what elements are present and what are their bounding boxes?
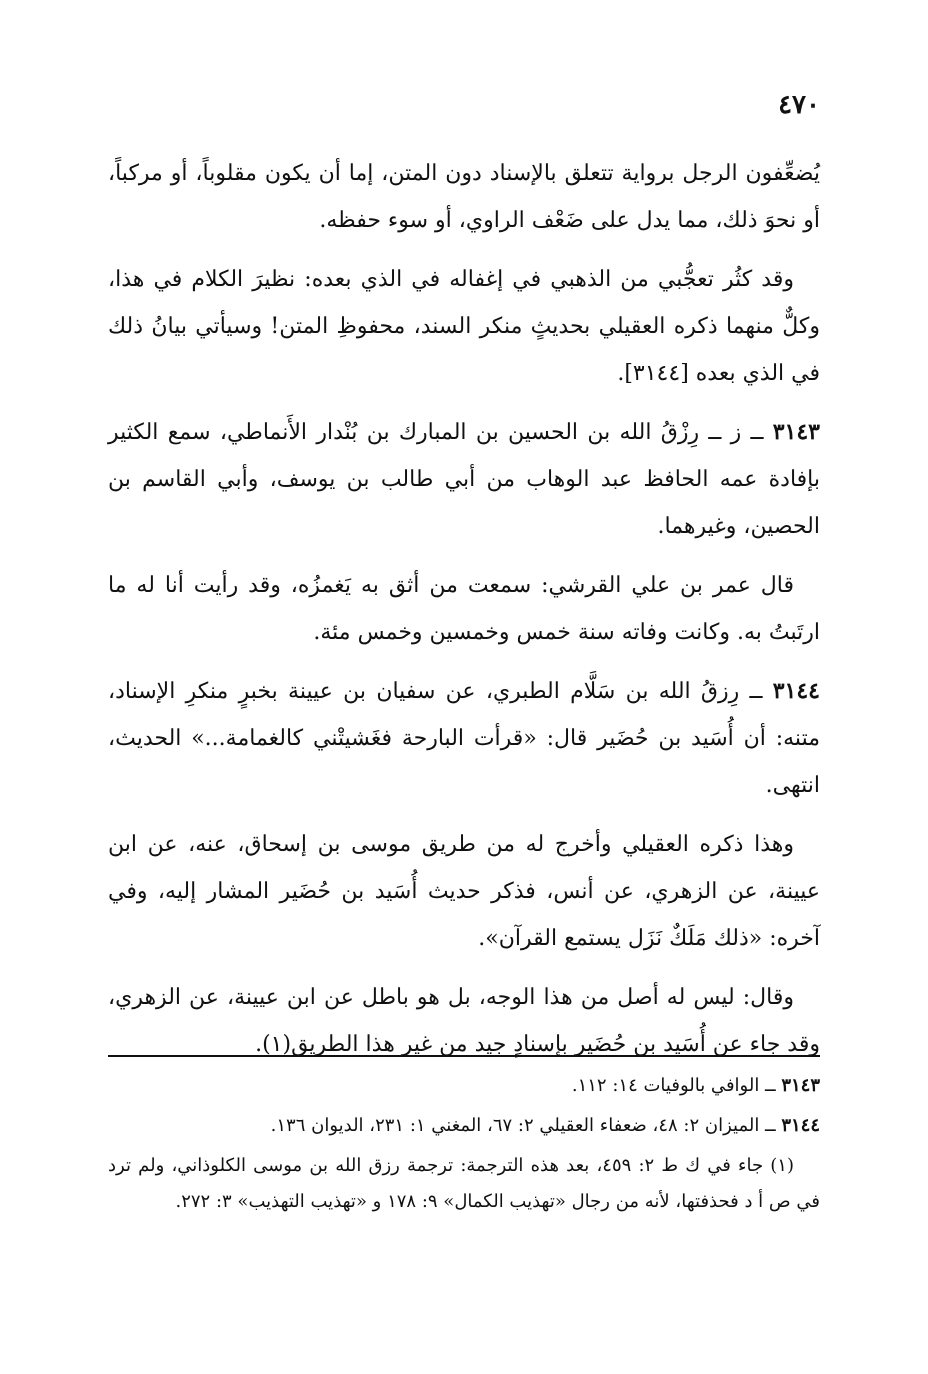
footnote-text: جاء في ك ط ٢: ٤٥٩، بعد هذه الترجمة: ترجمة رزق الله بن موسى الكلوذاني، ولم ترد في ص أ د فحذفتها، لأنه من رجال «تهذيب الكمال» ٩: ١٧٨ و «تهذيب التهذيب» ٣: ٢٧٢. (108, 1155, 820, 1212)
paragraph: وهذا ذكره العقيلي وأخرج له من طريق موسى بن إسحاق، عنه، عن ابن عيينة، عن الزهري، عن أنس، فذكر حديث أُسَيد بن حُضَير المشار إليه، وفي آخره: «ذلك مَلَكٌ نَزَل يستمع القرآن». (108, 832, 820, 951)
paragraph: وقال: ليس له أصل من هذا الوجه، بل هو باطل عن ابن عيينة، عن الزهري، وقد جاء عن أُسَيد بن حُضَير بإسنادٍ جيد من غير هذا الطريق(١). (108, 985, 820, 1057)
main-text (108, 150, 820, 1080)
entry-3144 (108, 668, 820, 809)
paragraph: يُضعِّفون الرجل برواية تتعلق بالإسناد دون المتن، إما أن يكون مقلوباً، أو مركباً، أو نحوَ ذلك، مما يدل على ضَعْف الراوي، أو سوء حفظه. (108, 161, 820, 233)
entry-3143 (108, 409, 820, 550)
footnote-number: ٣١٤٤ (781, 1115, 820, 1136)
entry-number: ٣١٤٤ (772, 678, 820, 704)
footnote-divider (108, 1055, 820, 1057)
footnote (108, 1068, 820, 1104)
footnote (108, 1148, 820, 1220)
footnote-text: ــ الوافي بالوفيات ١٤: ١١٢. (571, 1075, 782, 1096)
paragraph: وقد كثُر تعجُّبي من الذهبي في إغفاله في الذي بعده: نظيرَ الكلام في هذا، وكلٌّ منهما ذكره العقيلي بحديثٍ منكر السند، محفوظِ المتن! وسيأتي بيانُ ذلك في الذي بعده [٣١٤٤]. (108, 267, 820, 386)
footnote-text: ــ الميزان ٢: ٤٨، ضعفاء العقيلي ٢: ٦٧، المغني ١: ٢٣١، الديوان ١٣٦. (270, 1115, 782, 1136)
footnote (108, 1108, 820, 1144)
entry-text: ــ ز ــ رِزْقُ الله بن الحسين بن المبارك بن بُنْدار الأَنماطي، سمع الكثير بإفادة عمه الحافظ عبد الوهاب من أبي طالب بن يوسف، وأبي القاسم بن الحصين، وغيرهما. (108, 420, 820, 539)
footnote-number: (١) (770, 1155, 794, 1176)
entry-number: ٣١٤٣ (772, 419, 820, 445)
footnotes (108, 1068, 820, 1224)
entry-text: ــ رِزقُ الله بن سَلَّام الطبري، عن سفيان بن عيينة بخبرٍ منكرِ الإسناد، متنه: أن أُسَيد بن حُضَير قال: «قرأت البارحة فغَشيتْني كالغمامة...» الحديث، انتهى. (108, 679, 820, 798)
paragraph: قال عمر بن علي القرشي: سمعت من أثق به يَغمزُه، وقد رأيت أنا له ما ارتَبتُ به. وكانت وفاته سنة خمس وخمسين وخمس مئة. (108, 573, 820, 645)
page-number: ٤٧٠ (778, 90, 820, 120)
footnote-number: ٣١٤٣ (781, 1075, 820, 1096)
